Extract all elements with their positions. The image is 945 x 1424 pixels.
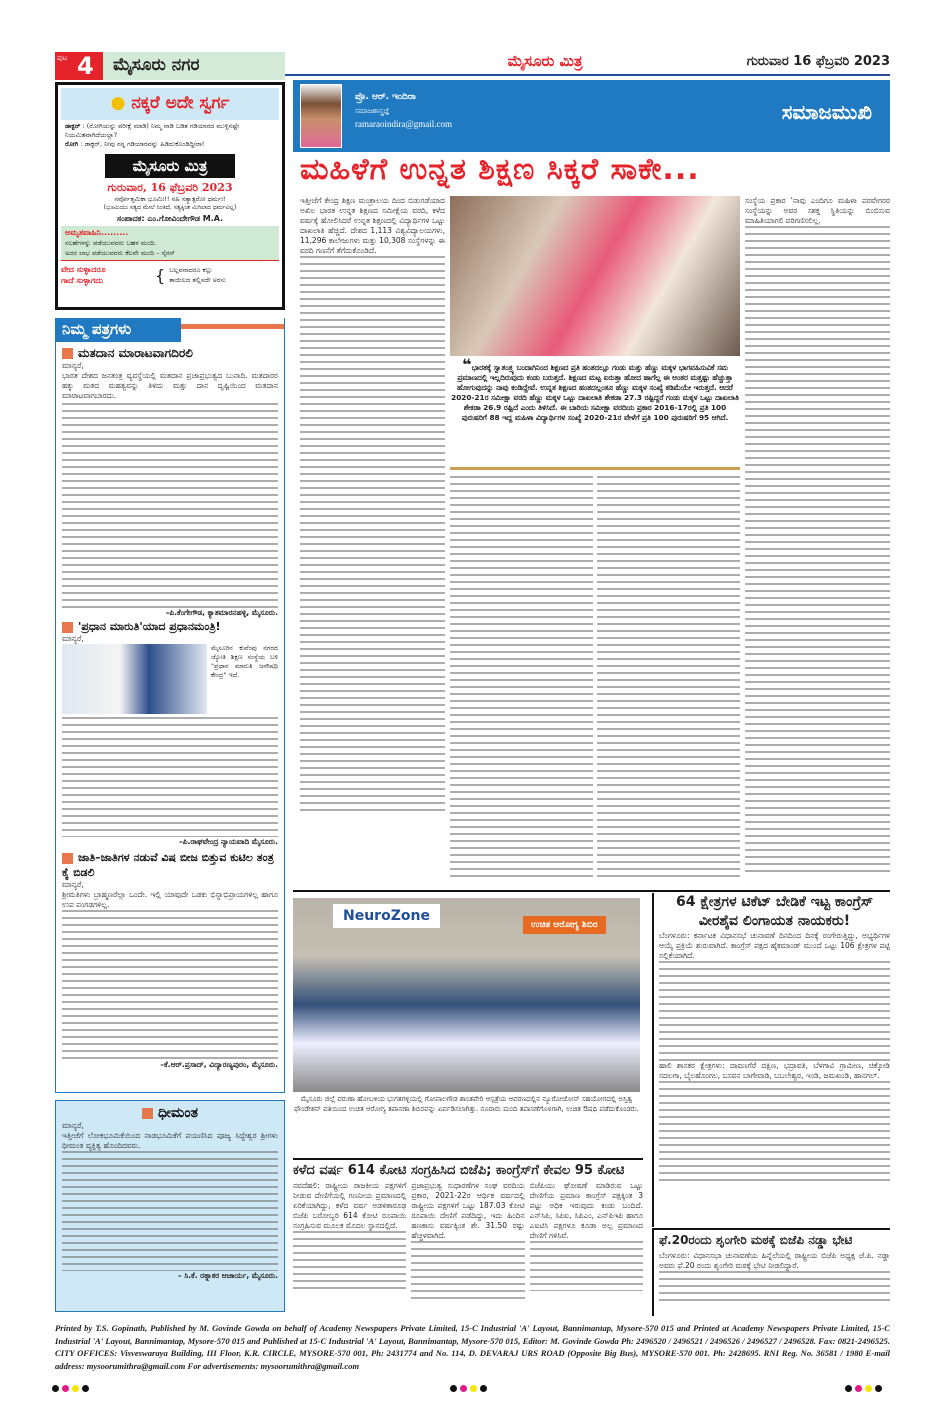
joke-line: (ರೋಗಿಯನ್ನು ಪರೀಕ್ಷೆ ಮಾಡಿ) ನಿಮ್ಮ ನಾಡಿ ಬಡಿತ ಗಡಿಯಾರದ ಮುಳ್ಳಿನಷ್ಟೇ ನಿಯಮಿತವಾಗಿದೆಯಲ್ಲಾ?: [65, 122, 240, 139]
signature: –ಕೆ.ಆರ್.ಪ್ರಸಾದ್, ವಿದ್ಯಾರಣ್ಯಪುರಂ, ಮೈಸೂರು.: [160, 1060, 278, 1069]
photo-caption: ಮೈಸೂರು ಜಿಲ್ಲೆ ವರುಣಾ ಹೋಬಳಿಯ ಭುಗತಗಳ್ಳಿಯಲ್ಲಿ ಗೋಪಾಲಗೌಡ ಶಾಂತವೇರಿ ಆಸ್ಪತ್ರೆಯ ಆವರಣದಲ್ಲಿನ ನ್ಯೂರೋಜೋನ್ ಸಹಯೋಗದಲ್ಲಿ ಅಸ್ತಿತ್ವ ಫೌಂಡೇಶನ್ ವತಿಯಿಂದ ಉಚಿತ ಆರೋಗ್ಯ ತಪಾಸಣಾ ಶಿಬಿರವನ್ನು ಏರ್ಪಡಿಸಲಾಗಿತ್ತು. ನೂರಾರು ಮಂದಿ ತಪಾಸಣೆಗೊಳಗಾಗಿ, ಉಚಿತ ಔಷಧಿ ಪಡೆದುಕೊಂಡರು.: [294, 1095, 639, 1113]
story-body: ಹಾಲಿ ಶಾಸಕರ ಕ್ಷೇತ್ರಗಳು: ದಾವಣಗೆರೆ ದಕ್ಷಿಣ, ಭದ್ರಾವತಿ, ಬೆಳಗಾವಿ ಗ್ರಾಮೀಣ, ಚಿಕ್ಕೋಡಿ ಸದಲಗಾ, ಬೈಲಹೊಂಗಲ, ಬಸವನ ಬಾಗೇವಾಡಿ, ಬಬಲೇಶ್ವರ, ಇಂಡಿ, ಜಮಖಂಡಿ, ಹಾನಗಲ್.: [659, 1061, 890, 1080]
letter-title: ಮತದಾನ ಮಾರಾಟವಾಗದಿರಲಿ: [78, 346, 193, 360]
text-lines: [62, 1151, 278, 1271]
health-camp-photo: [293, 898, 640, 1092]
text-lines: [62, 910, 278, 1060]
letter-title: ಜಾತಿ–ಜಾತಿಗಳ ನಡುವೆ ವಿಷ ಬೀಜ ಬಿತ್ತುವ ಕುಟಿಲ ತಂತ್ರ ಕೈ ಬಿಡಲಿ: [62, 851, 274, 879]
text-lines: [293, 1231, 406, 1291]
joke-line: ಡಾಕ್ಟರ್, ನೀವು ನನ್ನ ಗಡಿಯಾರವನ್ನು ಹಿಡಿದುಕೊಂಡಿದ್ದೀರಾ!: [84, 140, 205, 148]
text-lines: [62, 717, 278, 837]
story-headline: ಫೆ.20ರಂದು ಶೃಂಗೇರಿ ಮಠಕ್ಕೆ ಬಿಜೆಪಿ ನಡ್ಡಾ ಭೇಟಿ: [659, 1233, 853, 1247]
story-headline: ಕಳೆದ ವರ್ಷ 614 ಕೋಟಿ ಸಂಗ್ರಹಿಸಿದ ಬಿಜೆಪಿ; ಕಾಂಗ್ರೆಸ್‌ಗೆ ಕೇವಲ 95 ಕೋಟಿ: [293, 1163, 625, 1178]
story-headline: 64 ಕ್ಷೇತ್ರಗಳ ಟಿಕೆಟ್ ಬೇಡಿಕೆ ಇಟ್ಟ ಕಾಂಗ್ರೆಸ್ ವೀರಶೈವ ಲಿಂಗಾಯತ ನಾಯಕರು!: [675, 894, 874, 929]
paper-logo: ಮೈಸೂರು ಮಿತ್ರ: [105, 154, 235, 178]
column-header-band: [293, 80, 890, 152]
text-lines: [450, 476, 593, 881]
author-role: ಸಮಾಜಶಾಸ್ತ್ರಜ್ಞೆ: [355, 107, 390, 115]
page-number-badge: [55, 52, 103, 80]
salutation: ಮಾನ್ಯರೆ,: [62, 634, 84, 643]
text-lines: [659, 1081, 890, 1181]
masthead: ಮೈಸೂರು ಮಿತ್ರ: [507, 52, 583, 70]
signature: –ಪಿ.ರಾಘವೇಂದ್ರ ನ್ಯಾಯವಾದಿ ಮೈಸೂರು.: [178, 837, 278, 846]
quote-line: ಅದರ ಲಾಭ ಪಡೆಯುವವರು ಕೆಲವೇ ಮಂದಿ – ಸೈರಸ್: [65, 249, 175, 257]
header-rule: [285, 74, 890, 76]
box-date: ಗುರುವಾರ, 16 ಫೆಬ್ರವರಿ 2023: [107, 181, 233, 194]
students-photo: [450, 196, 740, 356]
letter-title: ಧೀಮಂತ: [157, 1105, 198, 1121]
letter-4: [55, 1100, 285, 1312]
joke-speaker: ಡಾಕ್ಟರ್: [65, 122, 81, 130]
page-number: 4: [77, 52, 94, 80]
author-name: ಪ್ರೊ. ಆರ್. ಇಂದಿರಾ: [355, 92, 416, 102]
salutation: ಮಾನ್ಯರೆ,: [62, 1121, 84, 1130]
column-name: ಸಮಾಜಮುಖಿ: [781, 100, 872, 124]
letter-body: ಶ್ರೀಮತಿಗಳು ಬ್ರಾಹ್ಮಣರೆಲ್ಲಾ ಒಂದೇ. ಇಲ್ಲಿ ಯಾವುದೇ ಒಡಕು ಭಿನ್ನಾಭಿಪ್ರಾಯಗಳಿಲ್ಲ ಹಾಗೂ ಉಪ ಪಂಗಡಗಳಿಲ್ಲ.: [62, 890, 278, 909]
letters-section: [55, 318, 285, 1093]
registration-marks-right: [845, 1377, 885, 1396]
registration-marks-center: [450, 1377, 490, 1396]
letter-3: [62, 850, 278, 1070]
quote-line: ಸಲಹೆಗಳನ್ನು ಪಡೆಯುವವರು ಬಹಳ ಮಂದಿ.: [65, 239, 157, 247]
letter-title: 'ಪ್ರಧಾನ ಮಾರುತಿ'ಯಾದ ಪ್ರಧಾನಮಂತ್ರಿ!: [78, 620, 221, 633]
sringeri-story: [652, 1228, 890, 1316]
letters-section-title: ನಿಮ್ಮ ಪತ್ರಗಳು: [56, 318, 181, 342]
text-lines: [530, 1241, 643, 1291]
feature-headline: ಮಹಿಳೆಗೆ ಉನ್ನತ ಶಿಕ್ಷಣ ಸಿಕ್ಕರೆ ಸಾಕೇ...: [300, 152, 700, 187]
signature: – ಸಿ.ಕೆ. ರತ್ನಾಕರ ಆಚಾರ್ಯ, ಮೈಸೂರು.: [177, 1271, 278, 1280]
masthead-box: ● ನಕ್ಕರೆ ಅದೇ ಸ್ವರ್ಗ ಡಾಕ್ಟರ್ : (ರೋಗಿಯನ್ನು ಪರೀಕ್ಷೆ ಮಾಡಿ) ನಿಮ್ಮ ನಾಡಿ ಬಡಿತ ಗಡಿಯಾರದ ಮುಳ್ಳಿನಷ್ಟೇ ನಿಯಮಿತವಾಗಿದೆಯಲ್ಲಾ? ರೋಗಿ : ಡಾಕ್ಟರ್, ನೀವು ನನ್ನ ಗಡಿಯಾರವನ್ನು ಹಿಡಿದುಕೊಂಡಿದ್ದೀರಾ! ಮೈಸೂರು ಮಿತ್ರ ಗುರುವಾರ, 16 ಫೆಬ್ರವರಿ 2023 ಸರ್ವೋತ್ತಮಿಕಾ ಭೂಮಿಃ!! ನಹಿ ಸತ್ಯಾತ್ಪರೋ ಧರ್ಮಃ! (ಭೂಮಿಯು ಸತ್ಯದ ಮೇಲೆ ನಿಂತಿದೆ, ಸತ್ಯಕ್ಕಿಂತ ಮಿಗಿಲಾದ ಧರ್ಮವಿಲ್ಲ) ಸಂಪಾದಕ: ಎಂ.ಗೋವಿಂದೇಗೌಡ M.A. ಅಮೃತವಾಹಿನಿ......... ಸಲಹೆಗಳನ್ನು ಪಡೆಯುವವರು ಬಹಳ ಮಂದಿ. ಅದರ ಲಾಭ ಪಡೆಯುವವರು ಕೆಲವೇ ಮಂದಿ – ಸೈರಸ್ ವೇದ ಸುಳ್ಳಾದರೂ ಗಾದೆ ಸುಳ್ಳಾಗದು { ಬಲ್ಲವನಾದರೂ ಕಲ್ಲು ತಾಯಿಲದ ತಲ್ಲಿಸದೇ ಅರಸು: [55, 82, 285, 310]
letter-1: [62, 346, 278, 618]
section-name: ಮೈಸೂರು ನಗರ: [103, 52, 285, 80]
text-lines: [597, 476, 740, 881]
text-lines: [659, 961, 890, 1061]
amruthavahini-box: [61, 226, 279, 261]
article-text: ಸಂಸ್ಥೆಯ ಪ್ರಕಾರ 'ನಾವು ಎಂದಿಗೂ ಮಹಿಳಾ ಪರವೇಗರರ ಸಂಸ್ಥೆಯನ್ನು ಅವರ ಸಶಕ್ತ ಸ್ಥಿತಿಯನ್ನು ಬಿಂಬಿಸುವ ಮಾಹಿತಿಯಾಗಲಿ ಪರಿಗಣಿಸಲಿಲ್ಲ.: [745, 196, 890, 225]
article-lead: ಇತ್ತೀಚೆಗೆ ಕೇಂದ್ರ ಶಿಕ್ಷಣ ಮಂತ್ರಾಲಯ ದಿಂದ ಬಿಡುಗಡೆಯಾದ ಅಖಿಲ ಭಾರತ ಉನ್ನತ ಶಿಕ್ಷಣದ ಸಮೀಕ್ಷೆಯ ವರದಿ, ಕಳೆದ ವರ್ಷಕ್ಕೆ ಹೋಲಿಸಿದರೆ ಉನ್ನತ ಶಿಕ್ಷಣದಲ್ಲಿ ವಿದ್ಯಾರ್ಥಿಗಳ ಒಟ್ಟು ದಾಖಲಾತಿ ಹೆಚ್ಚಿದೆ. ದೇಶದ 1,113 ವಿಶ್ವವಿದ್ಯಾಲಯಗಳು, 11,296 ಕಾಲೇಜುಗಳು ಮತ್ತು 10,308 ಸಂಸ್ಥೆಗಳನ್ನು ಈ ವರದಿ ಗಣನೆಗೆ ತೆಗೆದುಕೊಂಡಿದೆ.: [300, 196, 445, 255]
registration-marks-left: [52, 1377, 92, 1396]
story-body: ಬಿಜೆಪಿಯು ಘೋಷಣೆ ಮಾಡಿರುವ ಒಟ್ಟು ದೇಣಿಗೆಯ ಪ್ರಮಾಣ ಕಾಂಗ್ರೆಸ್ ಪಕ್ಷಕ್ಕಿಂತ 3 ಪಟ್ಟು ಅಧಿಕ ಇರುವುದು ಕಂಡು ಬಂದಿದೆ. ಎನ್‌ಸಿಪಿ, ಸಿಪಿಐ, ಸಿಪಿಎಂ, ಎನ್‌ಪಿಇಪಿ ಹಾಗೂ ಎಐಟಿಸಿ ಪಕ್ಷಗಳೂ ಕೂಡಾ ಅಲ್ಪ ಪ್ರಮಾಣದ ದೇಣಿಗೆ ಗಳಿಸಿವೆ.: [529, 1181, 643, 1240]
feature-col-right: [745, 196, 890, 876]
proverb: ವೇದ ಸುಳ್ಳಾದರೂ ಗಾದೆ ಸುಳ್ಳಾಗದು { ಬಲ್ಲವನಾದರೂ ಕಲ್ಲು ತಾಯಿಲದ ತಲ್ಲಿಸದೇ ಅರಸು: [61, 265, 226, 285]
text-lines: [659, 1271, 890, 1306]
story-body: ನವದೆಹಲಿ: ರಾಷ್ಟ್ರೀಯ ರಾಜಕೀಯ ಪಕ್ಷಗಳಿಗೆ ನೀಡುವ ದೇಣಿಗೆಯಲ್ಲಿ ಗಣನೀಯ ಪ್ರಮಾಣದಲ್ಲಿ ಏರಿಕೆಯಾಗಿದ್ದು, ಕಳೆದ ವರ್ಷ ಅಡಳಿತಾರೂಢ ಬಿಜೆಪಿ ಬರೋಬ್ಬರಿ 614 ಕೋಟಿ ರೂಪಾಯಿ ಸಂಗ್ರಹಿಸುವ ಮೂಲಕ ಮೊದಲ ಸ್ಥಾನದಲ್ಲಿದೆ.: [293, 1181, 407, 1230]
page-label: ಪುಟ: [57, 54, 68, 62]
motto-translation: (ಭೂಮಿಯು ಸತ್ಯದ ಮೇಲೆ ನಿಂತಿದೆ, ಸತ್ಯಕ್ಕಿಂತ ಮಿಗಿಲಾದ ಧರ್ಮವಿಲ್ಲ): [103, 204, 237, 211]
imprint: Printed by T.S. Gopinath, Published by M. Govinde Gowda on behalf of Academy Newspapers Private Limited, 15-C Industrial 'A' Layout, Bannimantap, Mysore-570 015 and Printed at Academy Newspapers Private Limited, 15-C Industrial 'A' Layout, Bannimantap, Mysore-570 015 and Published at 15-C Industrial 'A' Layout, Bannimantap, Mysore-570 015, Editor: M. Govinde Gowda Ph: 2496520 / 2496521 / 2496526 / 2496527 / 2496528. Fax: 0821-2496525. CITY OFFICES: Visveswaraya Building, III Floor, K.R. CIRCLE, MYSORE-570 001, Ph: 2431774 and No. 114, D. DEVARAJ URS ROAD (Opposite Big Bus), MYSORE-570 001. Ph: 2428695. RNI Reg. No. 36581 / 1980 E-mail address: mysoorumithra@gmail.com For advertisements: mysoorumithra@gmail.com: [55, 1323, 890, 1371]
feature-col-1: [300, 196, 445, 816]
story-body: ಬೆಂಗಳೂರು: ಕರ್ನಾಟಕ ವಿಧಾನಸಭೆ ಚುನಾವಣೆ ದಿನದಿಂದ ದಿನಕ್ಕೆ ರಂಗೇರುತ್ತಿದ್ದು, ಅಭ್ಯರ್ಥಿಗಳ ಆಯ್ಕೆ ಪ್ರಕ್ರಿಯೆ ಶುರುವಾಗಿದೆ. ಕಾಂಗ್ರೆಸ್ ಪಕ್ಷದ ಹೈಕಮಾಂಡ್ ಮುಂದೆ ಒಟ್ಟು 106 ಕ್ಷೇತ್ರಗಳ ಪಟ್ಟಿ ಸಲ್ಲಿಕೆಯಾಗಿದೆ.: [659, 931, 890, 960]
text-lines: [411, 1241, 524, 1301]
letter-body: ಮೈಸೂರಿನ ಕುವೆಂಪು ನಗರದ ಜ್ಯೋತಿ ಶಿಕ್ಷಣ ಸಂಸ್ಥೆಯ ಬಳಿ "ಪ್ರಧಾನ ಮಾರುತಿ ಜನೌಷಧಿ ಕೇಂದ್ರ" ಇದೆ.: [211, 644, 278, 679]
letter-2: [62, 620, 278, 847]
congress-story: [652, 893, 890, 1227]
signature: –ಪಿ.ಕೆಂಗೇಗೌಡ, ಕ್ಯಾತಮಾರನಹಳ್ಳಿ, ಮೈಸೂರು.: [165, 608, 278, 617]
text-lines: [62, 403, 278, 608]
jan-aushadhi-photo: [62, 644, 207, 714]
author-email[interactable]: ramaraoindira@gmail.com: [355, 119, 453, 129]
bjp-story: [293, 1158, 643, 1316]
laughing-emoji-icon: ●: [110, 93, 126, 113]
divider: [293, 890, 890, 892]
author-photo: [300, 84, 342, 148]
letter-body: ಭಾರತ ದೇಶದ ಜನತಂತ್ರ ವ್ಯವಸ್ಥೆಯಲ್ಲಿ ಮತದಾನ ಪ್ರಜಾಪ್ರಭುತ್ವದ ಬುನಾದಿ. ಮತದಾರರ ಹಕ್ಕು ಮತದ ಮಹತ್ವವನ್ನು ತಿಳಿದು ಮತ್ತು ದಾನ ದೃಷ್ಟಿಯಿಂದ ಮತದಾನ ಮಾರಾಟವಾಗಬಾರದು.: [62, 371, 278, 400]
joke-speaker: ರೋಗಿ: [65, 140, 79, 148]
editor-line: ಸಂಪಾದಕ: ಎಂ.ಗೋವಿಂದೇಗೌಡ M.A.: [116, 214, 224, 223]
story-body: ಪ್ರಜಾಪ್ರಭುತ್ವ ಸುಧಾರಣೆಗಳ ಸಂಘ ವರದಿಯ ಪ್ರಕಾರ, 2021-22ರ ಆರ್ಥಿಕ ವರ್ಷದಲ್ಲಿ ರಾಷ್ಟ್ರೀಯ ಪಕ್ಷಗಳಿಗೆ ಒಟ್ಟು 187.03 ಕೋಟಿ ರೂಪಾಯಿ ದೇಣಿಗೆ ಪಡೆದಿದ್ದು, ಇದು ಹಿಂದಿನ ಹಣಕಾಸು ವರ್ಷಕ್ಕಿಂತ ಶೇ. 31.50 ರಷ್ಟು ಹೆಚ್ಚಳವಾಗಿದೆ.: [411, 1181, 525, 1240]
text-lines: [745, 226, 890, 876]
salutation: ಮಾನ್ಯರೆ,: [62, 361, 84, 370]
banner-text: NeuroZone: [333, 904, 440, 928]
story-body: ಬೆಂಗಳೂರು: ವಿಧಾನಸಭಾ ಚುನಾವಣೆಯ ಹಿನ್ನೆಲೆಯಲ್ಲಿ ರಾಷ್ಟ್ರೀಯ ಬಿಜೆಪಿ ಅಧ್ಯಕ್ಷ ಜೆ.ಪಿ. ನಡ್ಡಾ ಅವರು ಫೆ.20 ರಂದು ಶೃಂಗೇರಿ ಮಠಕ್ಕೆ ಭೇಟಿ ನೀಡಲಿದ್ದಾರೆ.: [659, 1251, 890, 1270]
salutation: ಮಾನ್ಯರೆ,: [62, 880, 84, 889]
header-date: ಗುರುವಾರ 16 ಫೆಬ್ರವರಿ 2023: [746, 54, 890, 69]
quote-mark-icon: ❝: [462, 355, 472, 374]
banner-text: ಉಚಿತ ಆರೋಗ್ಯ ಶಿಬಿರ: [523, 916, 606, 934]
motto: ಸರ್ವೋತ್ತಮಿಕಾ ಭೂಮಿಃ!! ನಹಿ ಸತ್ಯಾತ್ಪರೋ ಧರ್ಮಃ!: [114, 195, 226, 203]
joke-title: ● ನಕ್ಕರೆ ಅದೇ ಸ್ವರ್ಗ: [61, 88, 279, 120]
text-lines: [300, 256, 445, 816]
pull-quote: ❝ಭಾರತಕ್ಕೆ ಸ್ವಾತಂತ್ರ್ಯ ಬಂದಾಗಿನಿಂದ ಶಿಕ್ಷಣದ ಪ್ರತಿ ಹಂತದಲ್ಲೂ ಗಂಡು ಮತ್ತು ಹೆಣ್ಣು ಮಕ್ಕಳ ಭಾಗವಹಿಸುವಿಕೆ ಸಮ ಪ್ರಮಾಣದಲ್ಲಿ ಇಲ್ಲದಿರುವುದು ಕಂಡು ಬರುತ್ತದೆ. ಶಿಕ್ಷಣದ ಮಟ್ಟ ಏರುತ್ತಾ ಹೋದ ಹಾಗೆಲ್ಲ ಈ ಅಂತರ ಮತ್ತಷ್ಟು ಹೆಚ್ಚುತ್ತಾ ಹೋಗುವುದನ್ನು ನಾವು ಕಂಡಿದ್ದೇವೆ. ಉನ್ನತ ಶಿಕ್ಷಣದ ಹಂತದಲ್ಲಂತೂ ಹೆಣ್ಣು ಮಕ್ಕಳ ಸಂಖ್ಯೆ ಕಡಿಮೆಯೇ ಇರುತ್ತದೆ. ಆದರೆ 2020-21ರ ಸಮೀಕ್ಷಾ ವರದಿ ಹೆಣ್ಣು ಮಕ್ಕಳ ಒಟ್ಟು ದಾಖಲಾತಿ ಶೇಕಡಾ 27.3 ರಷ್ಟಿದ್ದರೆ ಗಂಡು ಮಕ್ಕಳ ಒಟ್ಟು ದಾಖಲಾತಿ ಶೇಕಡಾ 26.9 ರಷ್ಟಿದೆ ಎಂದು ತಿಳಿಸಿದೆ. ಈ ಬಾರಿಯ ಸಮೀಕ್ಷಾ ವರದಿಯ ಪ್ರಕಾರ 2016-17ರಲ್ಲಿ ಪ್ರತಿ 100 ಪುರುಷರಿಗೆ 88 ಇದ್ದ ಮಹಿಳಾ ವಿದ್ಯಾರ್ಥಿಗಳ ಸಂಖ್ಯೆ 2020-21ರ ವೇಳೆಗೆ ಪ್ರತಿ 100 ಪುರುಷರಿಗೆ 95 ಆಗಿದೆ.: [450, 360, 740, 470]
letter-body: ಇತ್ತೀಚೆಗೆ ಲೋಕಭೂಮಿಕೆಯಿಂದ ನಾಡಭೂಮಿಕೆಗೆ ಪಯಣಿಸಿದ ಪೂಜ್ಯ ಸಿದ್ಧೇಶ್ವರ ಶ್ರೀಗಳು ಧೀಮಂತ ವ್ಯಕ್ತಿತ್ವ ಹೊಂದಿದವರು.: [62, 1131, 278, 1150]
amruthavahini-title: ಅಮೃತವಾಹಿನಿ.........: [65, 228, 129, 237]
